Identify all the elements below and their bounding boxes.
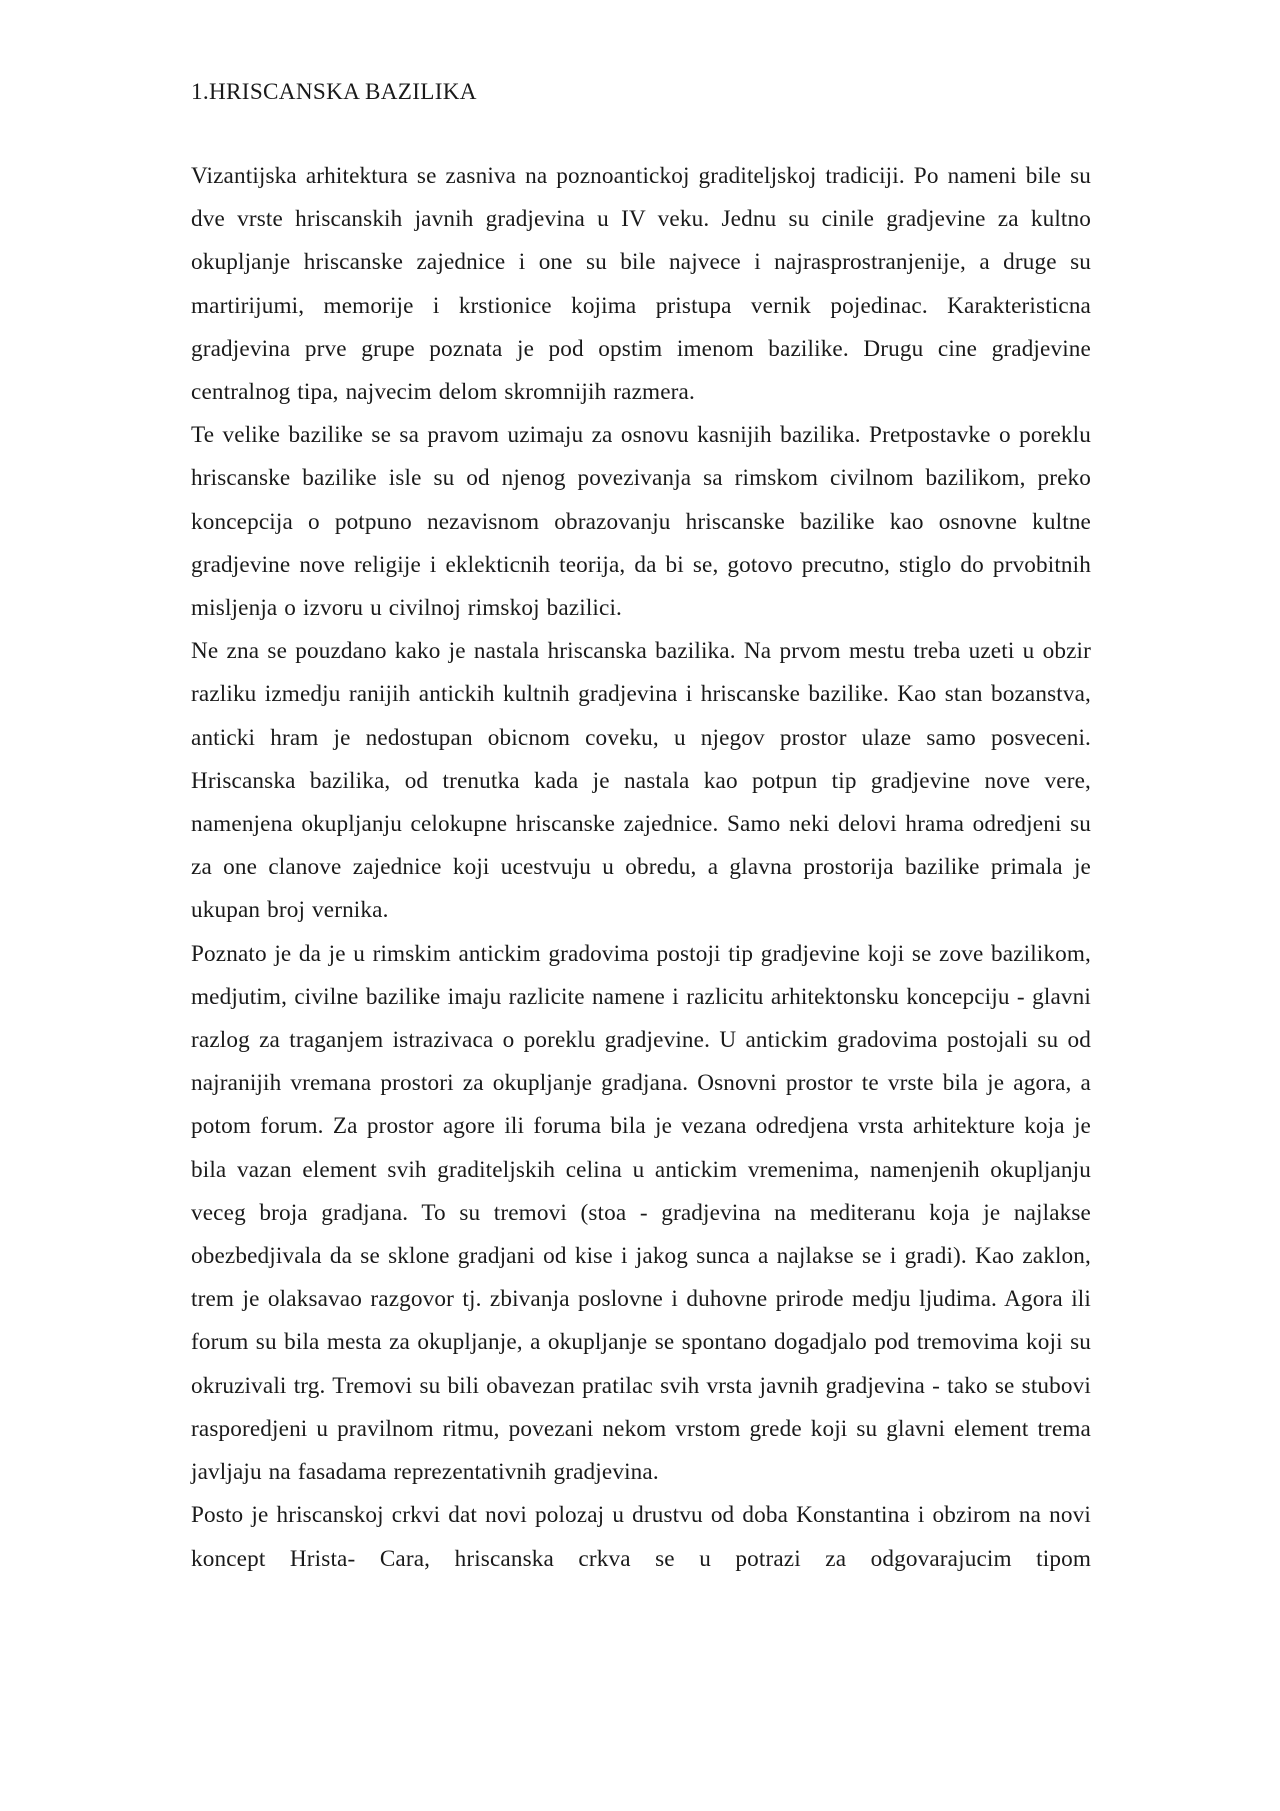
page-title: 1.HRISCANSKA BAZILIKA bbox=[191, 79, 477, 105]
document-body bbox=[191, 72, 1091, 1581]
paragraph-constantine: Posto je hriscanskoj crkvi dat novi polozaj u drustvu od doba Konstantina i obzirom na novi koncept Hrista- Cara, hriscanska crkva se u potrazi za odgovarajucim tipom bbox=[191, 1502, 1091, 1572]
paragraph-temple-comparison: Ne zna se pouzdano kako je nastala hriscanska bazilika. Na prvom mestu treba uzeti u obzir razliku izmedju ranijih antickih kultnih gradjevina i hriscanske bazilike. Kao stan bozanstva, anticki hram je nedostupan obicnom coveku, u njegov prostor ulaze samo posveceni. Hriscanska bazilika, od trenutka kada je nastala kao potpun tip gradjevine nove vere, namenjena okupljanju celokupne hriscanske zajednice. Samo neki delovi hrama odredjeni su za one clanove zajednice koji ucestvuju u obredu, a glavna prostorija bazilike primala je ukupan broj vernika. bbox=[191, 638, 1091, 924]
paragraph-intro: Vizantijska arhitektura se zasniva na poznoantickoj graditeljskoj tradiciji. Po nameni bile su dve vrste hriscanskih javnih gradjevina u IV veku. Jednu su cinile gradjevine za kultno okupljanje hriscanske zajednice i one su bile najvece i najrasprostranjenije, a druge su martirijumi, memorije i krstionice kojima pristupa vernik pojedinac. Karakteristicna gradjevina prve grupe poznata je pod opstim imenom bazilike. Drugu cine gradjevine centralnog tipa, najvecim delom skromnijih razmera. bbox=[191, 163, 1091, 406]
paragraph-origin-theories: Te velike bazilike se sa pravom uzimaju za osnovu kasnijih bazilika. Pretpostavke o poreklu hriscanske bazilike isle su od njenog povezivanja sa rimskom civilnom bazilikom, preko koncepcija o potpuno nezavisnom obrazovanju hriscanske bazilike kao osnovne kultne gradjevine nove religije i eklekticnih teorija, da bi se, gotovo precutno, stiglo do prvobitnih misljenja o izvoru u civilnoj rimskoj bazilici. bbox=[191, 422, 1091, 622]
paragraph-civil-basilica: Poznato je da je u rimskim antickim gradovima postoji tip gradjevine koji se zove bazilikom, medjutim, civilne bazilike imaju razlicite namene i razlicitu arhitektonsku koncepciju - glavni razlog za traganjem istrazivaca o poreklu gradjevine. U antickim gradovima postojali su od najranijih vremana prostori za okupljanje gradjana. Osnovni prostor te vrste bila je agora, a potom forum. Za prostor agore ili foruma bila je vezana odredjena vrsta arhitekture koja je bila vazan element svih graditeljskih celina u antickim vremenima, namenjenih okupljanju veceg broja gradjana. To su tremovi (stoa - gradjevina na mediteranu koja je najlakse obezbedjivala da se sklone gradjani od kise i jakog sunca a najlakse se i gradi). Kao zaklon, trem je olaksavao razgovor tj. zbivanja poslovne i duhovne prirode medju ljudima. Agora ili forum su bila mesta za okupljanje, a okupljanje se spontano dogadjalo pod tremovima koji su okruzivali trg. Tremovi su bili obavezan pratilac svih vrsta javnih gradjevina - tako se stubovi rasporedjeni u pravilnom ritmu, povezani nekom vrstom grede koji su glavni element trema javljaju na fasadama reprezentativnih gradjevina. bbox=[191, 940, 1091, 1486]
